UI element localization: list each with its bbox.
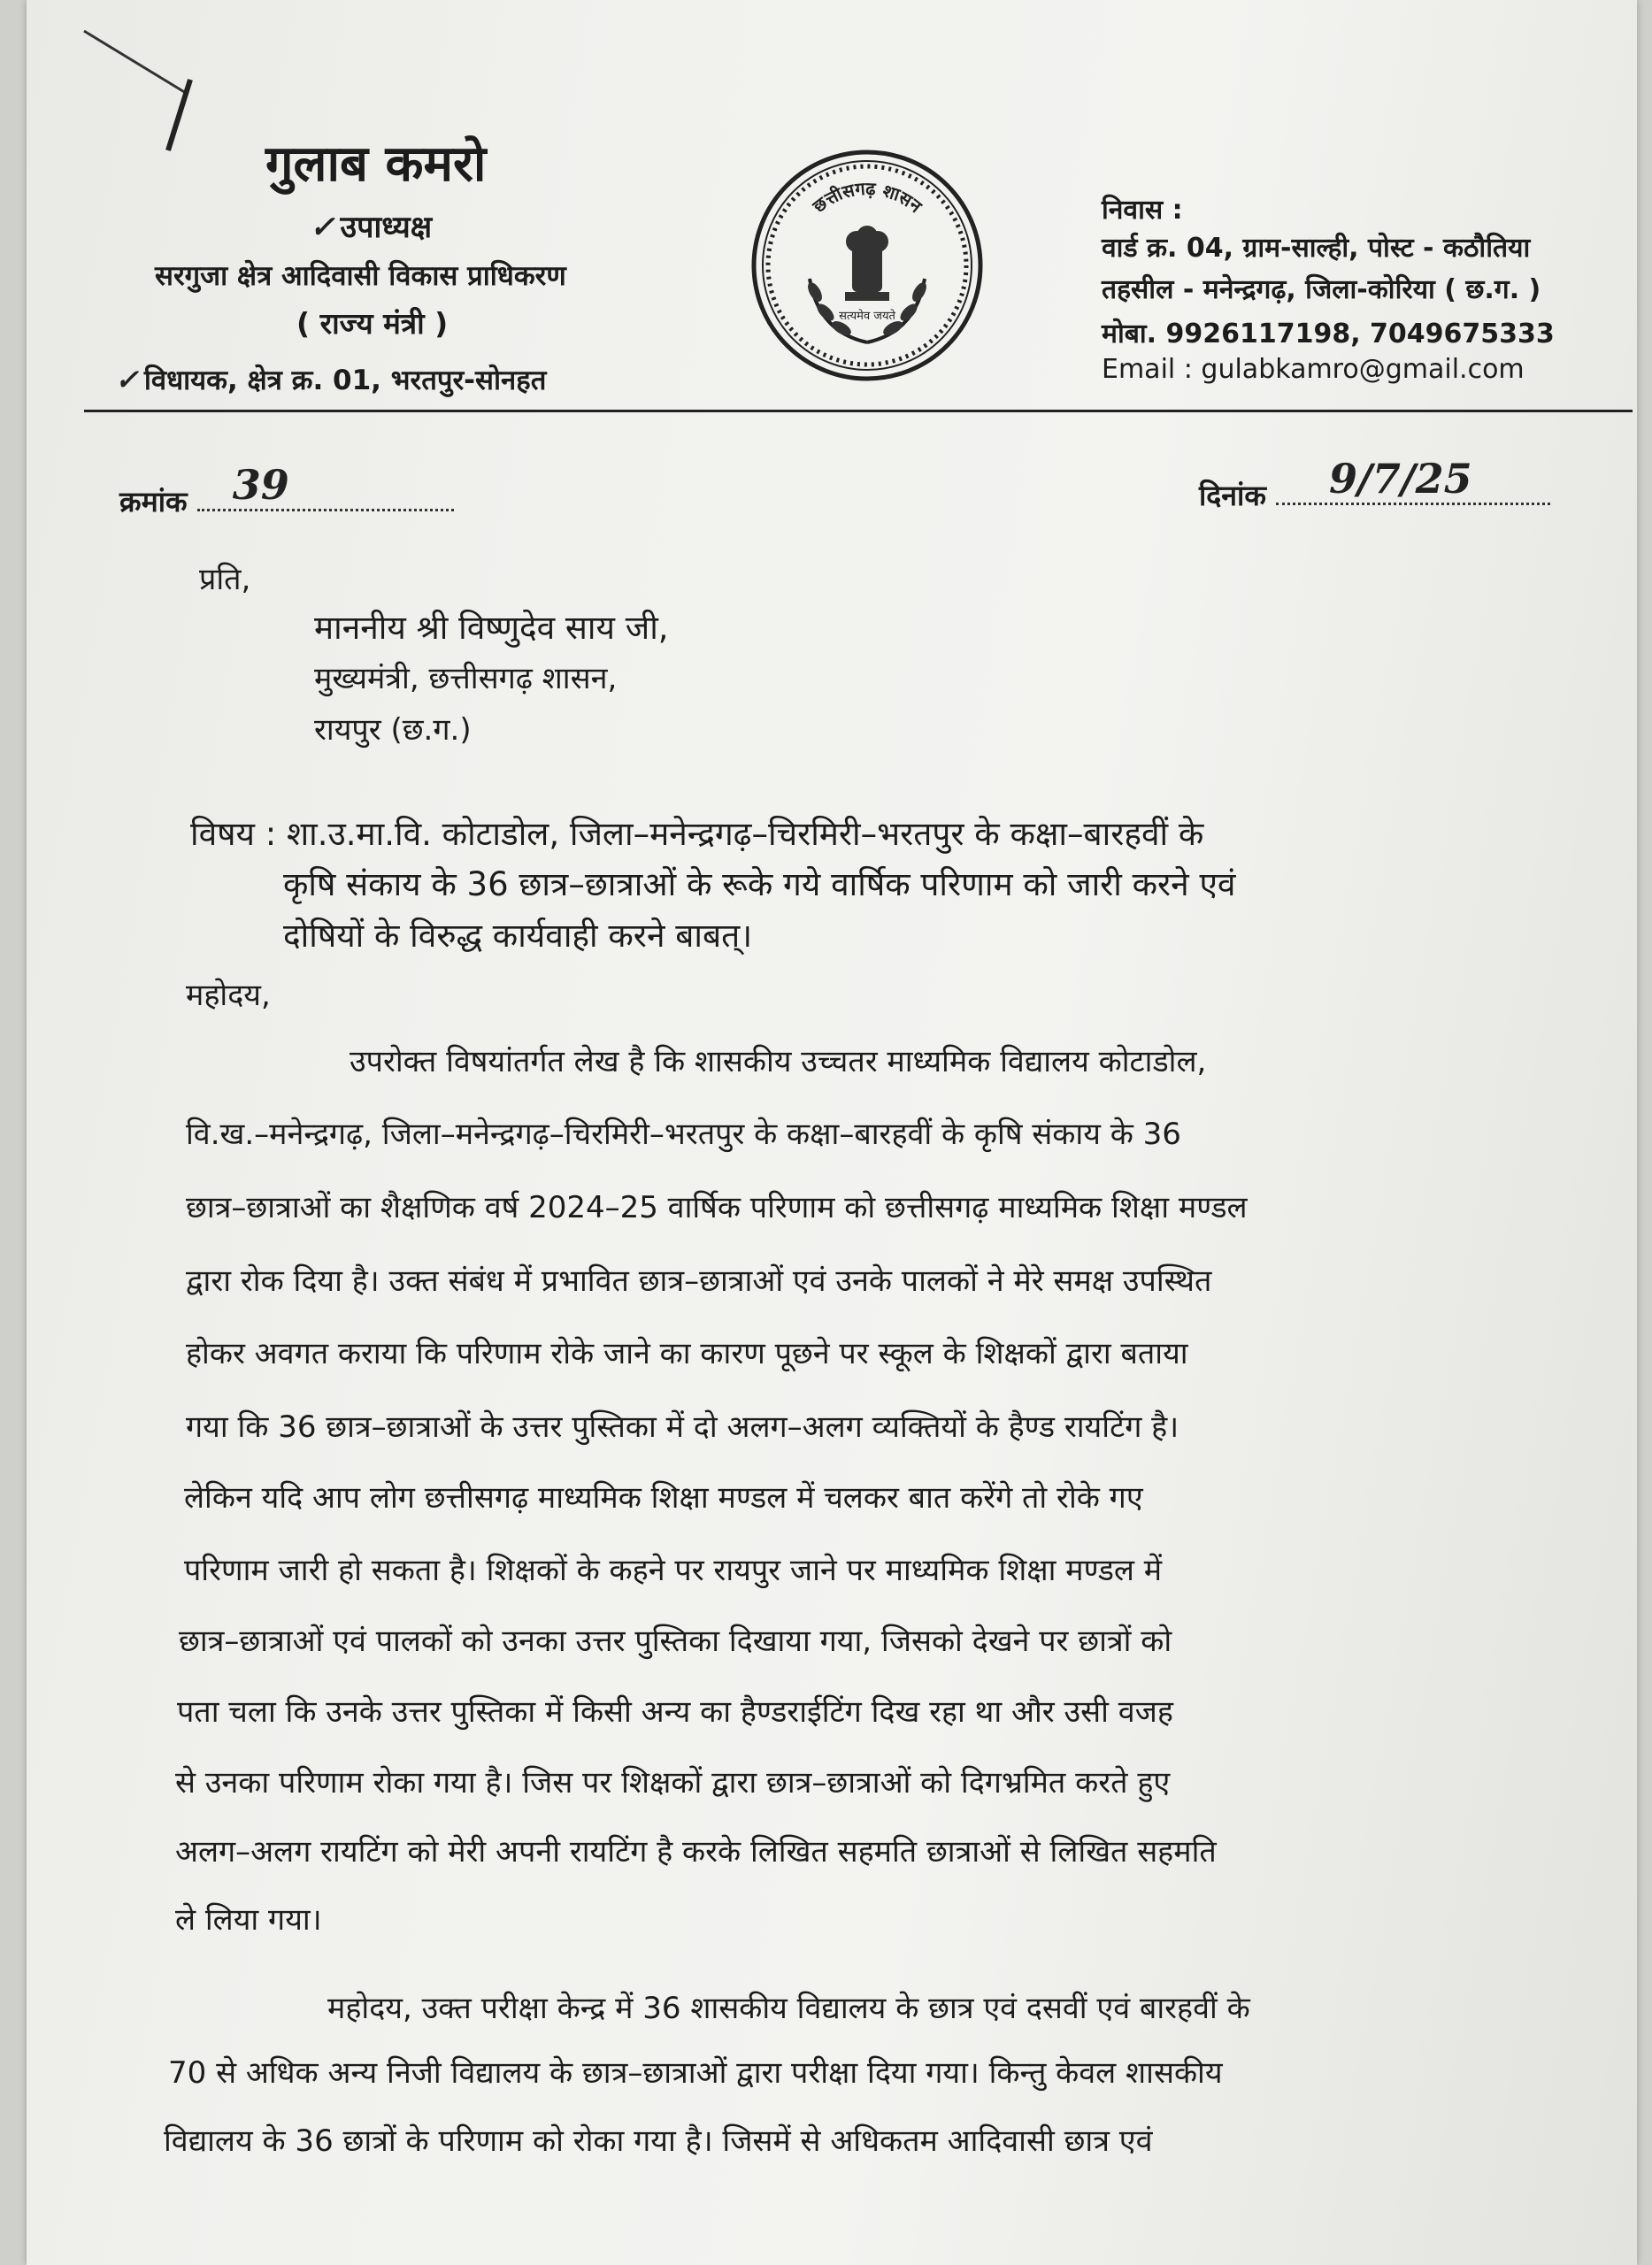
reference-number: क्रमांक 39 [119, 482, 454, 520]
svg-text:छत्तीसगढ़ शासन: छत्तीसगढ़ शासन [808, 177, 926, 218]
paragraph-2-line: विद्यालय के 36 छात्रों के परिणाम को रोका गया है। जिसमें से अधिकतम आदिवासी छात्र एवं [164, 2123, 1153, 2159]
reference-number-handwritten: 39 [232, 461, 289, 509]
paragraph-1-line: पता चला कि उनके उत्तर पुस्तिका में किसी अन्य का हैण्डराईटिंग दिख रहा था और उसी वजह [177, 1694, 1173, 1730]
letter-date-handwritten: 9/7/25 [1329, 455, 1472, 503]
paragraph-1-line: वि.ख.–मनेन्द्रगढ़, जिला–मनेन्द्रगढ़–चिरमिरी–भरतपुर के कक्षा–बारहवीं के कृषि संकाय के 36 [186, 1117, 1181, 1152]
paragraph-1-line: से उनका परिणाम रोका गया है। जिस पर शिक्षकों द्वारा छात्र–छात्राओं को दिगभ्रमित करते हुए [175, 1765, 1171, 1800]
residence-address-line-2: तहसील - मनेन्द्रगढ़, जिला-कोरिया ( छ.ग. ) [1102, 274, 1541, 305]
letterhead-name: गुलाब कमरो [265, 135, 487, 193]
paragraph-1-line: छात्र–छात्राओं एवं पालकों को उनका उत्तर पुस्तिका दिखाया गया, जिसको देखने पर छात्रों को [179, 1624, 1172, 1659]
residence-label: निवास : [1102, 195, 1183, 226]
paragraph-1-line: होकर अवगत कराया कि परिणाम रोके जाने का कारण पूछने पर स्कूल के शिक्षकों द्वारा बताया [186, 1336, 1188, 1371]
recipient-designation: मुख्यमंत्री, छत्तीसगढ़ शासन, [314, 661, 618, 696]
recipient-city: रायपुर (छ.ग.) [314, 712, 472, 748]
residence-address-line-1: वार्ड क्र. 04, ग्राम-साल्ही, पोस्ट - कठौतिया [1102, 233, 1531, 264]
letterhead-authority: सरगुजा क्षेत्र आदिवासी विकास प्राधिकरण [155, 260, 566, 292]
paragraph-1-line: अलग–अलग रायटिंग को मेरी अपनी रायटिंग है करके लिखित सहमति छात्राओं से लिखित सहमति [175, 1834, 1217, 1870]
paragraph-1-line: उपरोक्त विषयांतर्गत लेख है कि शासकीय उच्चतर माध्यमिक विद्यालय कोटाडोल, [350, 1044, 1207, 1079]
letterhead-divider [84, 410, 1633, 412]
subject-line-1: विषय : शा.उ.मा.वि. कोटाडोल, जिला–मनेन्द्रगढ़–चिरमिरी–भरतपुर के कक्षा–बारहवीं के [190, 815, 1204, 853]
paragraph-2-line: महोदय, उक्त परीक्षा केन्द्र में 36 शासकीय विद्यालय के छात्र एवं दसवीं एवं बारहवीं के [327, 1991, 1250, 2026]
paragraph-1-line: छात्र–छात्राओं का शैक्षणिक वर्ष 2024–25 वार्षिक परिणाम को छत्तीसगढ़ माध्यमिक शिक्षा मण्डल [186, 1190, 1248, 1225]
subject-line-2: कृषि संकाय के 36 छात्र–छात्राओं के रूके गये वार्षिक परिणाम को जारी करने एवं [283, 865, 1236, 903]
letterhead-designation-1: ✓ उपाध्यक्ष [310, 210, 433, 245]
paragraph-1-line: परिणाम जारी हो सकता है। शिक्षकों के कहने पर रायपुर जाने पर माध्यमिक शिक्षा मण्डल में [184, 1553, 1163, 1588]
paragraph-1-line: लेकिन यदि आप लोग छत्तीसगढ़ माध्यमिक शिक्षा मण्डल में चलकर बात करेंगे तो रोके गए [184, 1480, 1143, 1516]
paragraph-1-line: ले लिया गया। [175, 1902, 322, 1938]
mobile-numbers: मोबा. 9926117198, 7049675333 [1102, 319, 1555, 349]
subject-line-3: दोषियों के विरुद्ध कार्यवाही करने बाबत्। [283, 917, 753, 955]
salutation: महोदय, [186, 978, 271, 1013]
recipient-to: प्रति, [199, 562, 251, 597]
letterhead-rank: ( राज्य मंत्री ) [296, 306, 449, 341]
recipient-name: माननीय श्री विष्णुदेव साय जी, [314, 609, 669, 647]
letterhead-designation-2: ✓ विधायक, क्षेत्र क्र. 01, भरतपुर-सोनहत [115, 363, 547, 396]
letter-date: दिनांक 9/7/25 [1199, 476, 1550, 514]
email-address: Email : gulabkamro@gmail.com [1102, 354, 1525, 385]
svg-text:सत्यमेव जयते: सत्यमेव जयते [839, 310, 895, 323]
paragraph-1-line: द्वारा रोक दिया है। उक्त संबंध में प्रभावित छात्र–छात्राओं एवं उनके पालकों ने मेरे समक्ष उपस्थित [186, 1263, 1212, 1299]
government-seal-icon [748, 146, 987, 385]
paragraph-1-line: गया कि 36 छात्र–छात्राओं के उत्तर पुस्तिका में दो अलग–अलग व्यक्तियों के हैण्ड रायटिंग है। [186, 1409, 1179, 1445]
paragraph-2-line: 70 से अधिक अन्य निजी विद्यालय के छात्र–छात्राओं द्वारा परीक्षा दिया गया। किन्तु केवल शासकीय [168, 2055, 1223, 2091]
letter-page [27, 0, 1637, 2265]
pen-mark [80, 27, 212, 168]
